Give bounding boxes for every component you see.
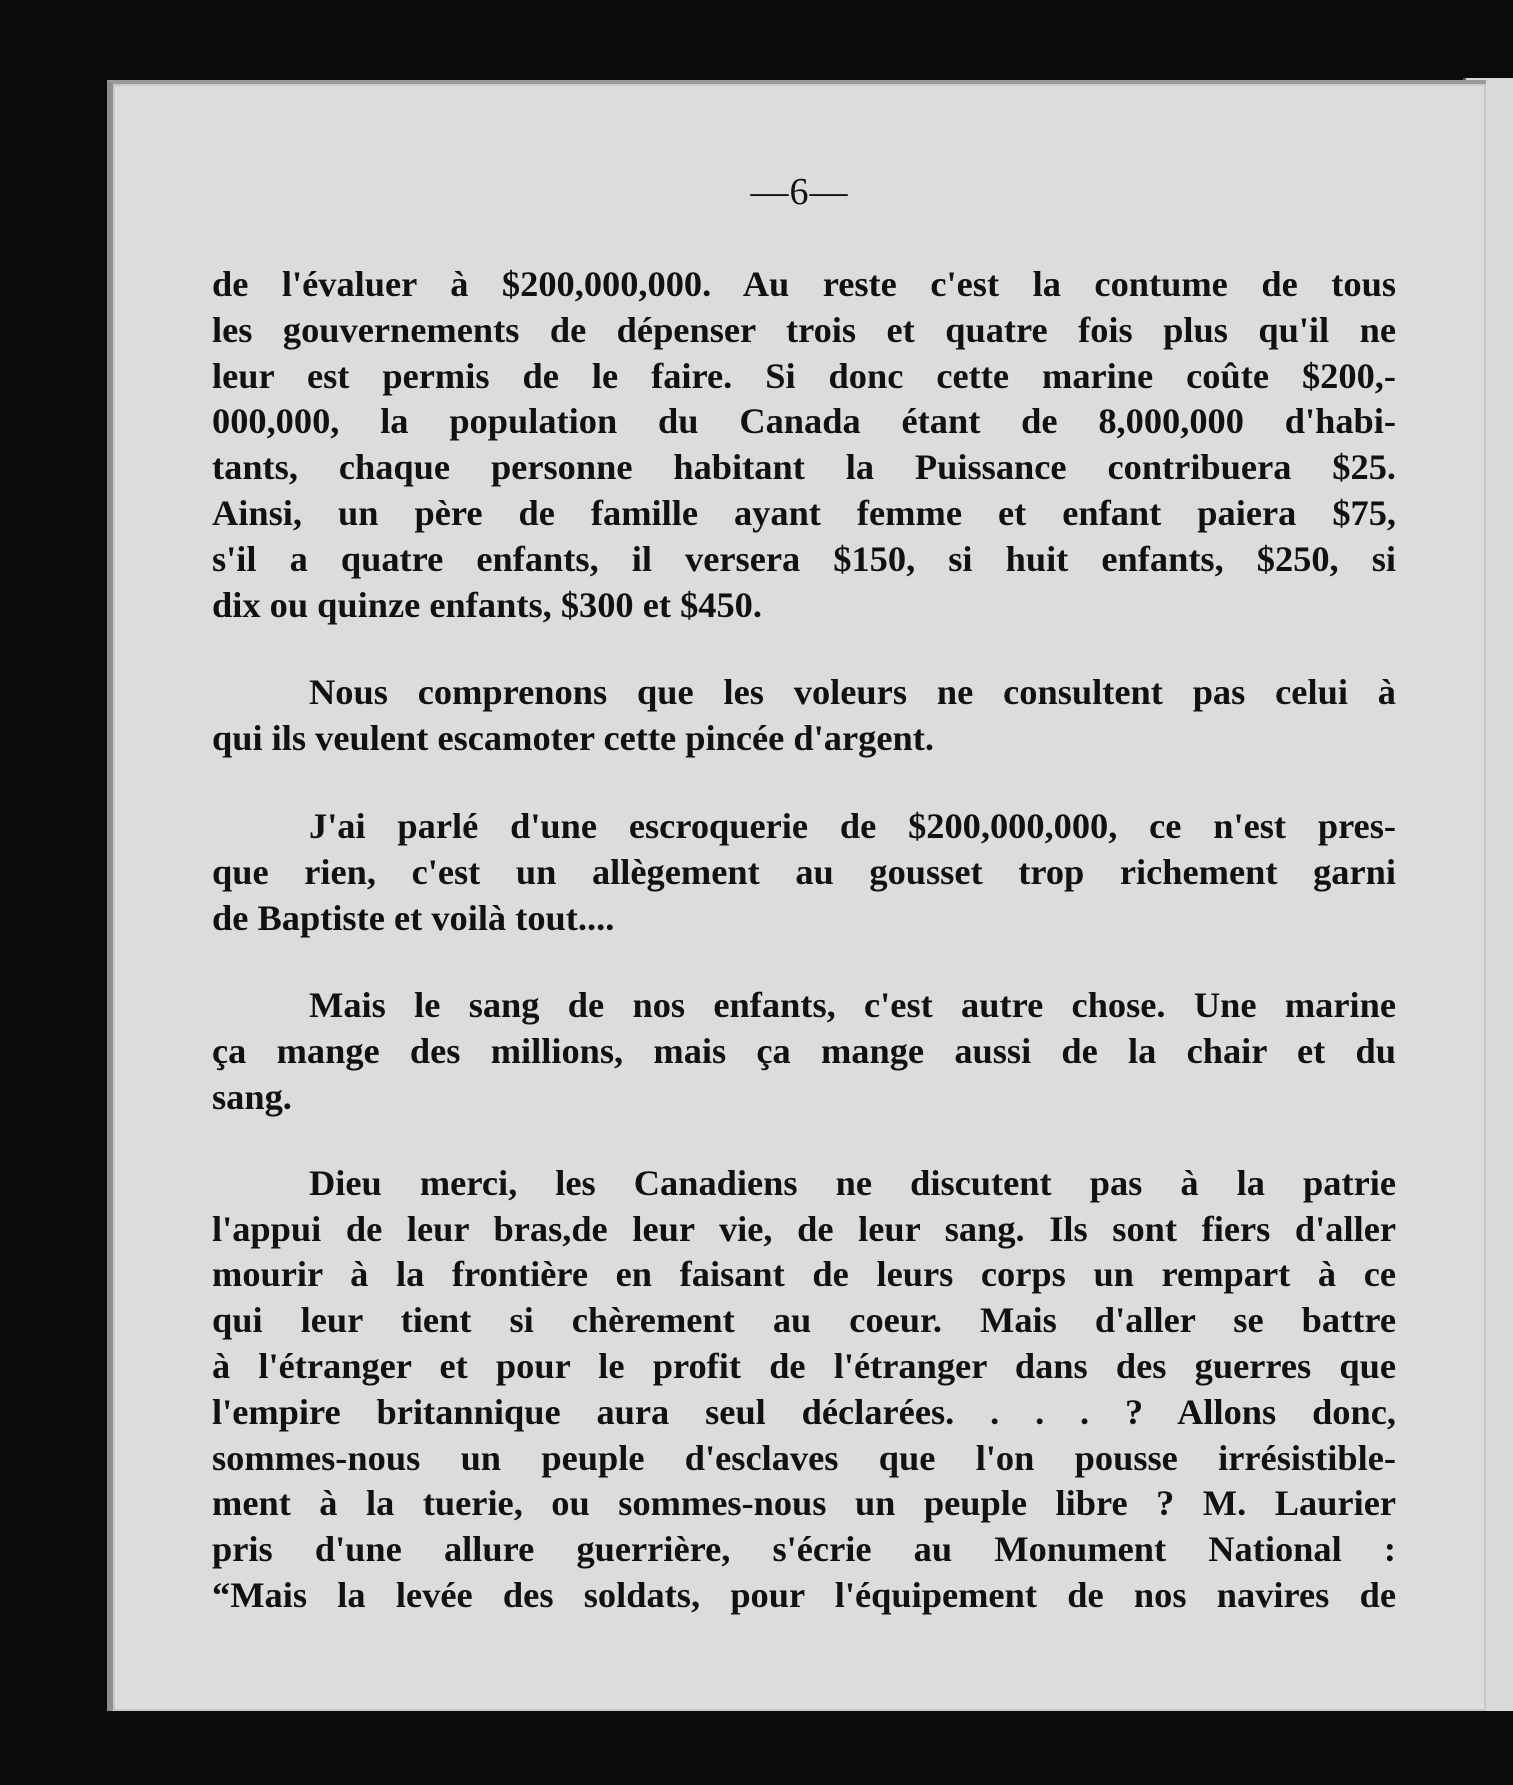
text-line: Ainsi, un père de famille ayant femme et enfant paiera $75, [212, 492, 1396, 533]
text-line: dix ou quinze enfants, $300 et $450. [212, 584, 762, 625]
text-line: les gouvernements de dépenser trois et quatre fois plus qu'il ne [212, 309, 1396, 350]
text-line: de l'évaluer à $200,000,000. Au reste c'est la contume de tous [212, 264, 1396, 304]
paragraph-gap [212, 628, 1396, 670]
text-line: qui ils veulent escamoter cette pincée d'argent. [212, 718, 934, 759]
text-line: leur est permis de le faire. Si donc cette marine coûte $200,- [212, 355, 1396, 396]
text-line: l'empire britannique aura seul déclarées. . . . ? Allons donc, [212, 1391, 1396, 1432]
text-line: J'ai parlé d'une escroquerie de $200,000,000, ce n'est pres- [309, 805, 1396, 846]
text-line: 000,000, la population du Canada étant de 8,000,000 d'habi- [212, 401, 1396, 442]
page-number: —6— [750, 171, 849, 213]
text-line: Mais le sang de nos enfants, c'est autre chose. Une marine [309, 985, 1396, 1026]
text-line: ment à la tuerie, ou sommes-nous un peuple libre ? M. Laurier [212, 1483, 1396, 1524]
text-line: Nous comprenons que les voleurs ne consultent pas celui à [309, 672, 1396, 713]
text-line: pris d'une allure guerrière, s'écrie au Monument National : [212, 1529, 1396, 1570]
text-line: mourir à la frontière en faisant de leurs corps un rempart à ce [212, 1254, 1396, 1295]
text-line: que rien, c'est un allègement au gousset trop richement garni [212, 851, 1396, 892]
book-page [107, 80, 1486, 1711]
text-line: sang. [212, 1076, 292, 1117]
text-line: sommes-nous un peuple d'esclaves que l'on pousse irrésistible- [212, 1437, 1396, 1478]
paragraph-gap [212, 941, 1396, 983]
text-line: de Baptiste et voilà tout.... [212, 897, 615, 938]
text-line: l'appui de leur bras,de leur vie, de leur sang. Ils sont fiers d'aller [212, 1208, 1396, 1249]
page-body-text [212, 262, 1396, 1619]
text-line: ça mange des millions, mais ça mange aussi de la chair et du [212, 1031, 1396, 1072]
text-line: qui leur tient si chèrement au coeur. Mais d'aller se battre [212, 1300, 1396, 1341]
text-line: s'il a quatre enfants, il versera $150, si huit enfants, $250, si [212, 538, 1396, 579]
text-line: Dieu merci, les Canadiens ne discutent pas à la patrie [309, 1162, 1396, 1203]
text-line: tants, chaque personne habitant la Puissance contribuera $25. [212, 447, 1396, 488]
text-line: à l'étranger et pour le profit de l'étranger dans des guerres que [212, 1345, 1396, 1386]
paragraph-gap [212, 762, 1396, 804]
paragraph-gap [212, 1121, 1396, 1161]
text-line: “Mais la levée des soldats, pour l'équipement de nos navires de [212, 1574, 1396, 1615]
